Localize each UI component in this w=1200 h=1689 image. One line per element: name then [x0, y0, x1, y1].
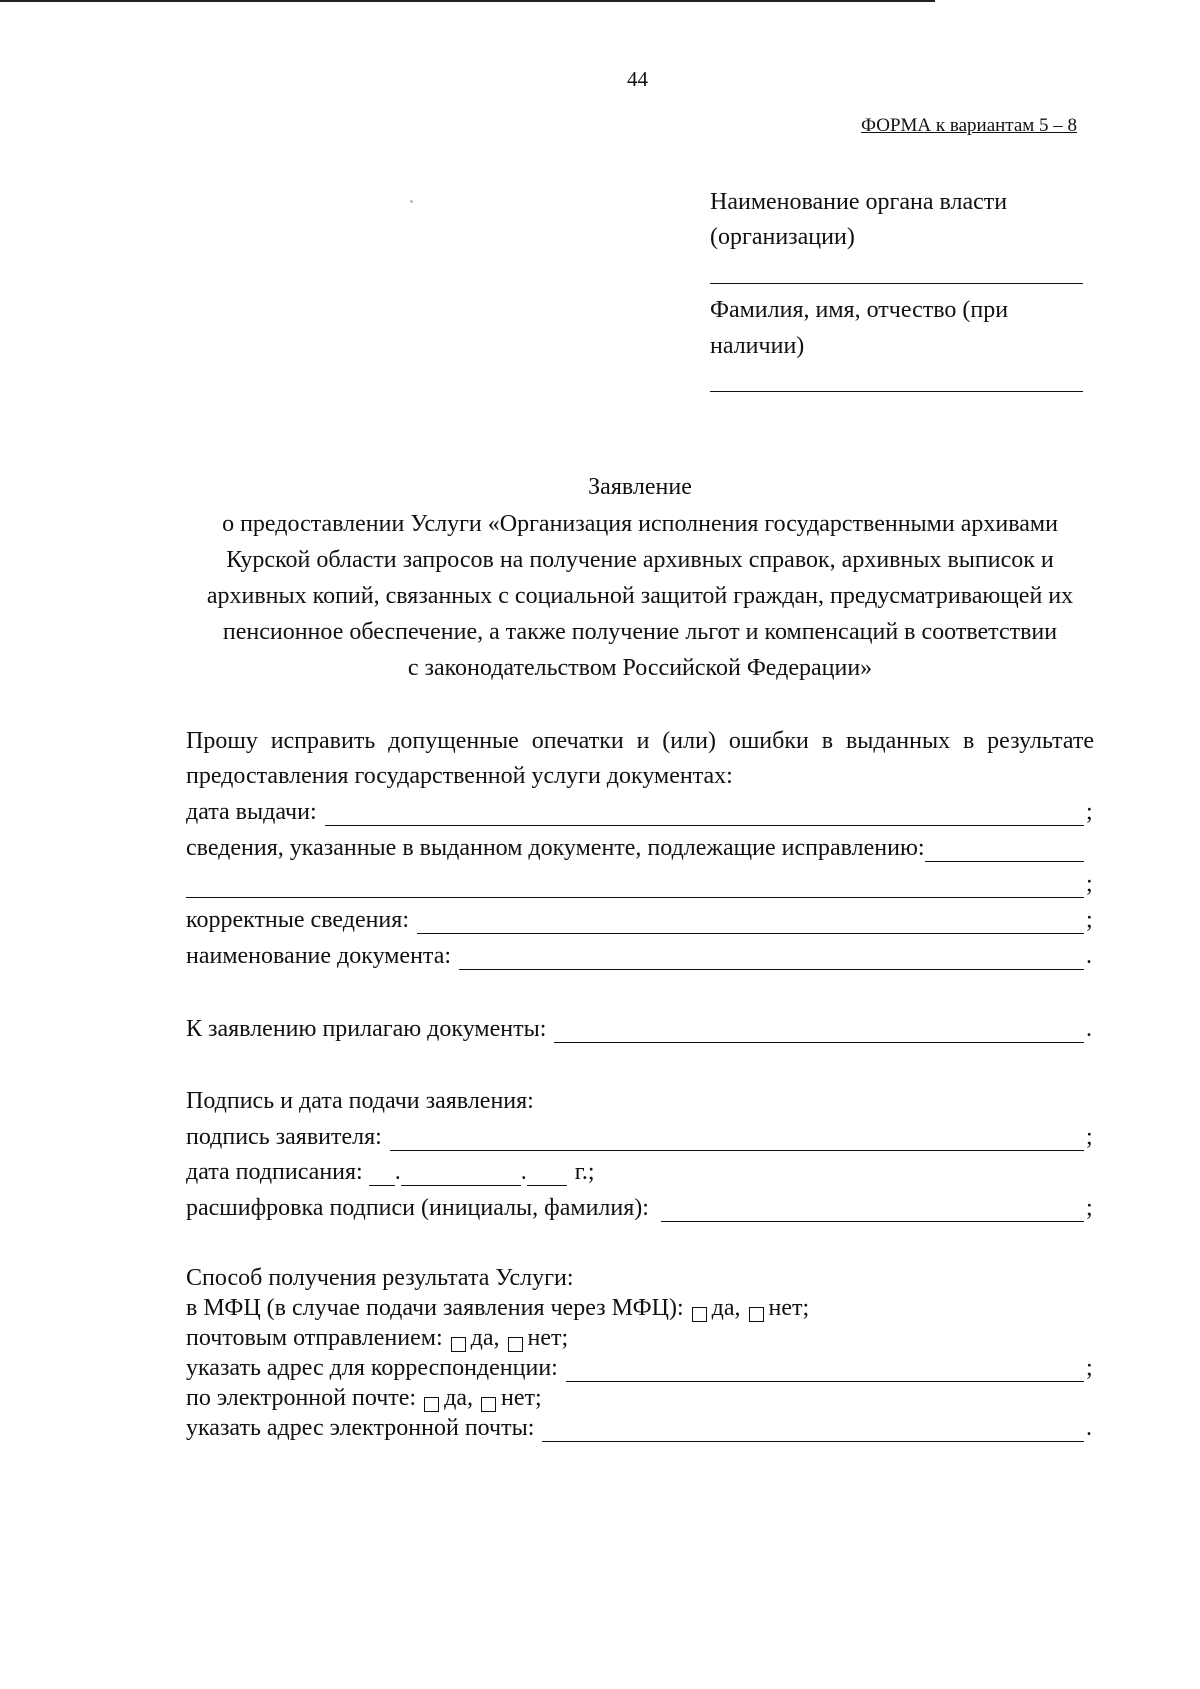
details-row: [186, 834, 1096, 862]
subtitle-line: с законодательством Российской Федерации»: [407, 655, 873, 681]
mfc-no-checkbox[interactable]: [749, 1307, 764, 1322]
subtitle-line: пенсионное обеспечение, а также получение льгот и компенсаций в соответствии: [222, 619, 1058, 645]
no-label: нет;: [500, 1385, 542, 1411]
signature-decode-label: расшифровка подписи (инициалы, фамилия):: [186, 1195, 649, 1221]
document-name-field[interactable]: [459, 949, 1084, 970]
address-label: указать адрес для корреспонденции:: [186, 1355, 558, 1381]
subtitle-line: архивных копий, связанных с социальной защитой граждан, предусматривающей их: [206, 583, 1074, 609]
details-continuation-row: [186, 870, 1096, 898]
recipient-name-label-line2: наличии): [710, 333, 805, 359]
attachments-row: [186, 1015, 1096, 1043]
signature-decode-row: [186, 1194, 1096, 1222]
yes-label: да,: [711, 1295, 741, 1321]
issue-date-label: дата выдачи:: [186, 799, 317, 825]
mfc-label: в МФЦ (в случае подачи заявления через МФЦ):: [186, 1295, 684, 1321]
address-field[interactable]: [566, 1361, 1084, 1382]
attachments-label: К заявлению прилагаю документы:: [186, 1016, 547, 1042]
post-label: почтовым отправлением:: [186, 1325, 443, 1351]
email-yes-checkbox[interactable]: [424, 1397, 439, 1412]
recipient-org-label-line2: (организации): [710, 224, 855, 250]
delivery-heading: Способ получения результата Услуги:: [186, 1265, 574, 1291]
issue-date-field[interactable]: [325, 805, 1084, 826]
email-label: по электронной почте:: [186, 1385, 417, 1411]
request-intro: Прошу исправить допущенные опечатки и (или) ошибки в выданных в результате предоставления государственной услуги документах:: [186, 728, 1094, 789]
document-subtitle: [160, 506, 1120, 686]
year-suffix: г.;: [574, 1159, 595, 1185]
no-label: нет;: [527, 1325, 569, 1351]
scan-speck: [410, 200, 413, 203]
post-yes-checkbox[interactable]: [451, 1337, 466, 1352]
signature-heading: Подпись и дата подачи заявления:: [186, 1088, 534, 1114]
semicolon: ;: [1086, 799, 1093, 825]
semicolon: ;: [1086, 1124, 1093, 1150]
signing-day-field[interactable]: [369, 1165, 395, 1186]
top-border-line: [0, 0, 935, 2]
form-reference: ФОРМА к вариантам 5 – 8: [861, 115, 1078, 136]
yes-label: да,: [444, 1385, 473, 1411]
no-label: нет;: [768, 1295, 810, 1321]
signing-date-row: дата подписания: . . г.;: [186, 1159, 595, 1185]
post-no-checkbox[interactable]: [508, 1337, 523, 1352]
signature-heading-row: [186, 1087, 1096, 1115]
recipient-name-label-line1: Фамилия, имя, отчество (при: [710, 297, 1009, 323]
document-name-label: наименование документа:: [186, 943, 452, 969]
correct-info-row: [186, 906, 1096, 934]
correct-info-field[interactable]: [417, 913, 1084, 934]
address-row: [186, 1354, 1096, 1382]
period: .: [1086, 1415, 1092, 1441]
mfc-yes-checkbox[interactable]: [692, 1307, 707, 1322]
signature-field[interactable]: [390, 1130, 1084, 1151]
details-field[interactable]: [186, 877, 1084, 898]
signature-row: [186, 1123, 1096, 1151]
semicolon: ;: [1086, 871, 1093, 897]
mfc-row: [186, 1294, 1096, 1322]
period: .: [1086, 943, 1092, 969]
semicolon: ;: [1086, 1355, 1093, 1381]
email-address-field[interactable]: [542, 1421, 1084, 1442]
subtitle-line: о предоставлении Услуги «Организация исполнения государственными архивами: [222, 511, 1058, 537]
semicolon: ;: [1086, 907, 1093, 933]
subtitle-line: Курской области запросов на получение архивных справок, архивных выписок и: [226, 547, 1054, 573]
signing-date-label: дата подписания:: [186, 1159, 363, 1185]
signature-decode-field[interactable]: [661, 1201, 1084, 1222]
signature-label: подпись заявителя:: [186, 1124, 382, 1150]
email-row: [186, 1384, 1096, 1412]
recipient-name-field[interactable]: [710, 391, 1083, 392]
attachments-field[interactable]: [554, 1022, 1084, 1043]
signing-month-field[interactable]: [401, 1165, 521, 1186]
document-name-row: [186, 942, 1096, 970]
details-field-start[interactable]: [925, 841, 1084, 862]
correct-info-label: корректные сведения:: [186, 907, 409, 933]
semicolon: ;: [1086, 1195, 1093, 1221]
email-address-row: [186, 1414, 1096, 1442]
document-title: Заявление: [588, 474, 692, 500]
issue-date-row: [186, 798, 1096, 826]
period: .: [1086, 1016, 1092, 1042]
email-address-label: указать адрес электронной почты:: [186, 1415, 535, 1441]
yes-label: да,: [470, 1325, 500, 1351]
recipient-org-field[interactable]: [710, 283, 1083, 284]
recipient-org-label-line1: Наименование органа власти: [710, 189, 1008, 215]
page-number: 44: [627, 67, 648, 91]
delivery-heading-row: [186, 1264, 1096, 1292]
signing-year-field[interactable]: [527, 1165, 567, 1186]
email-no-checkbox[interactable]: [481, 1397, 496, 1412]
post-row: [186, 1324, 1096, 1352]
details-label: сведения, указанные в выданном документе, подлежащие исправлению:: [186, 835, 925, 861]
